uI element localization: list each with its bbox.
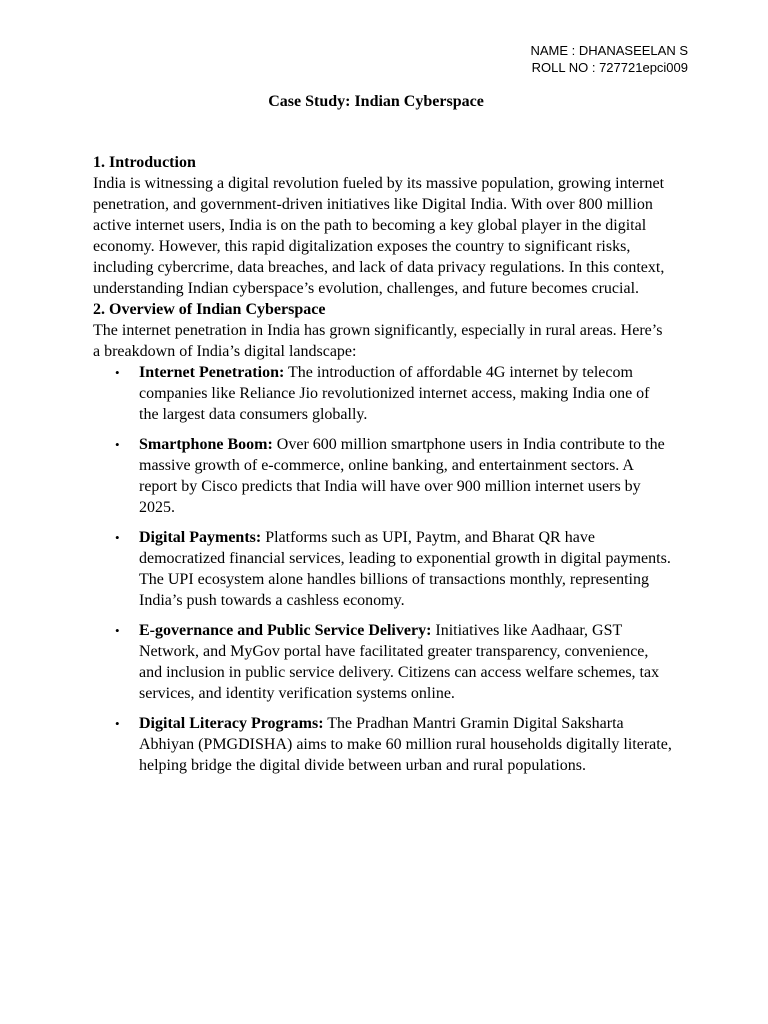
student-name: NAME : DHANASEELAN S: [530, 43, 688, 58]
bullet-icon: •: [115, 716, 120, 731]
document-body: [93, 152, 673, 785]
bullet-icon: •: [115, 623, 120, 638]
overview-bullet-list: [93, 362, 673, 776]
bullet-term: Digital Payments:: [139, 529, 262, 546]
bullet-icon: •: [115, 365, 120, 380]
list-item: [93, 713, 673, 776]
bullet-text: The Pradhan Mantri Gramin Digital Saksharta Abhiyan (PMGDISHA) aims to make 60 million rural households digitally literate, helping bridge the digital divide between urban and rural populations.: [139, 715, 672, 774]
bullet-text: Initiatives like Aadhaar, GST Network, and MyGov portal have facilitated greater transparency, convenience, and inclusion in public service delivery. Citizens can access welfare schemes, tax services, and identity verification systems online.: [139, 622, 660, 702]
section-heading-overview: 2. Overview of Indian Cyberspace: [93, 301, 326, 318]
list-item: [93, 362, 673, 425]
list-item: [93, 434, 673, 518]
student-info: [531, 42, 689, 76]
bullet-text: The introduction of affordable 4G internet by telecom companies like Reliance Jio revolutionized internet access, making India one of the largest data consumers globally.: [139, 364, 650, 423]
bullet-text: Over 600 million smartphone users in India contribute to the massive growth of e-commerce, online banking, and entertainment sectors. A report by Cisco predicts that India will have over 900 million internet users by 2025.: [139, 436, 665, 516]
section-heading-introduction: 1. Introduction: [93, 154, 196, 171]
overview-paragraph: The internet penetration in India has grown significantly, especially in rural areas. Here’s a breakdown of India’s digital landscape:: [93, 322, 663, 360]
bullet-icon: •: [115, 530, 120, 545]
bullet-term: Internet Penetration:: [139, 364, 285, 381]
bullet-icon: •: [115, 437, 120, 452]
bullet-text: Platforms such as UPI, Paytm, and Bharat QR have democratized financial services, leading to exponential growth in digital payments. The UPI ecosystem alone handles billions of transactions monthly, representing India’s push towards a cashless economy.: [139, 529, 671, 609]
document-title: Case Study: Indian Cyberspace: [268, 93, 484, 110]
bullet-term: Digital Literacy Programs:: [139, 715, 324, 732]
bullet-term: E-governance and Public Service Delivery:: [139, 622, 432, 639]
introduction-paragraph: India is witnessing a digital revolution fueled by its massive population, growing internet penetration, and government-driven initiatives like Digital India. With over 800 million active internet users, India is on the path to becoming a key global player in the digital economy. However, this rapid digitalization exposes the country to significant risks, including cybercrime, data breaches, and lack of data privacy regulations. In this context, understanding Indian cyberspace’s evolution, challenges, and future becomes crucial.: [93, 175, 665, 297]
list-item: [93, 527, 673, 611]
roll-number: ROLL NO : 727721epci009: [531, 60, 688, 75]
list-item: [93, 620, 673, 704]
bullet-term: Smartphone Boom:: [139, 436, 273, 453]
